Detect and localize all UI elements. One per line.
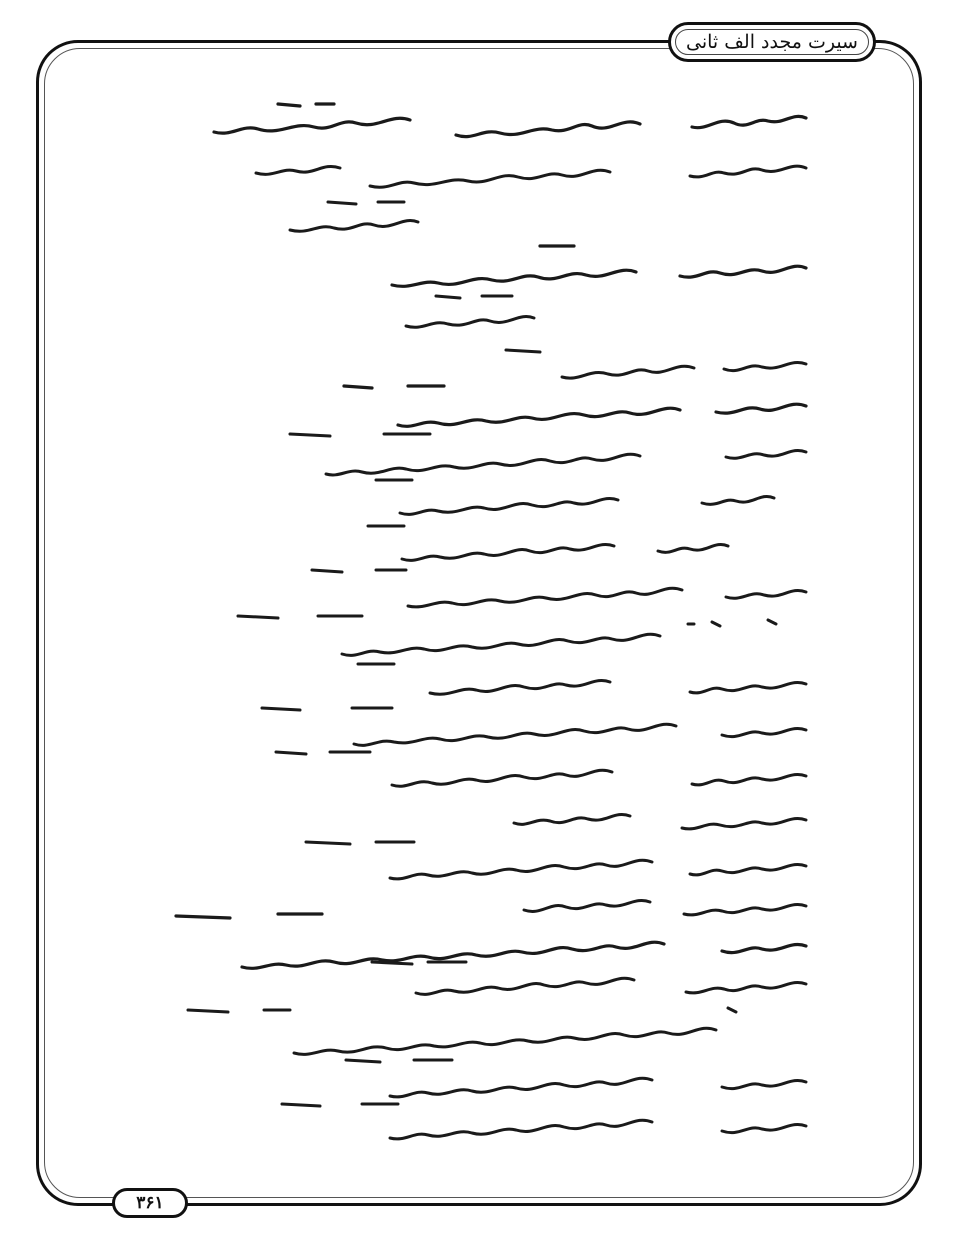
bibliography-entry xyxy=(176,914,806,968)
bibliography-entry xyxy=(290,434,806,475)
bibliography-entry xyxy=(276,752,806,786)
bibliography-entry xyxy=(214,104,806,137)
bibliography-entry xyxy=(256,166,806,187)
bibliography-entry xyxy=(306,842,806,879)
bibliography-entry xyxy=(514,814,806,828)
bibliography-entry-date xyxy=(290,202,418,231)
bibliography-entry xyxy=(346,1060,806,1097)
bibliography-entry xyxy=(312,570,806,607)
bibliography-entry xyxy=(282,1104,806,1139)
bibliography-entry xyxy=(368,526,728,560)
bibliography-entry xyxy=(358,664,806,694)
bibliography-entry xyxy=(506,350,806,378)
bibliography-entry xyxy=(372,962,806,994)
bibliography-entry xyxy=(524,900,806,914)
bibliography-entry xyxy=(392,246,806,286)
page-number-badge xyxy=(112,1188,188,1218)
bibliography-entry xyxy=(238,616,776,655)
bibliography-entry xyxy=(262,708,806,745)
bibliography-entry-date xyxy=(406,296,534,327)
book-title: سیرت مجدد الف ثانی xyxy=(686,31,858,53)
bibliography-entry xyxy=(188,1008,736,1054)
page-number: ۳۶۱ xyxy=(136,1193,164,1213)
bibliography-entry xyxy=(344,386,806,426)
bibliography-entry xyxy=(376,480,774,514)
